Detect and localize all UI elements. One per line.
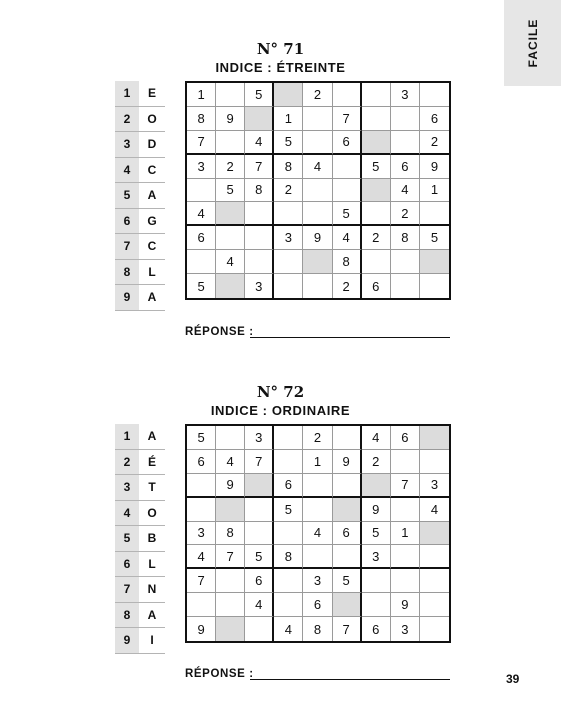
grid-cell: 4 — [391, 179, 420, 203]
grid-cell: 8 — [187, 107, 216, 131]
legend-letter: L — [148, 264, 156, 279]
grid-cell[interactable] — [245, 107, 274, 131]
grid-cell: 1 — [420, 179, 449, 203]
legend-letter: E — [147, 86, 156, 100]
grid-cell[interactable] — [420, 522, 449, 546]
grid-cell: 5 — [420, 226, 449, 250]
grid-cell: 4 — [245, 131, 274, 155]
legend-digit: 8 — [115, 603, 139, 628]
grid-cell: 7 — [245, 450, 274, 474]
grid-cell[interactable] — [274, 250, 303, 274]
grid-cell: 5 — [274, 131, 303, 155]
grid-cell: 6 — [333, 131, 362, 155]
grid-cell: 6 — [420, 107, 449, 131]
grid-cell[interactable] — [274, 522, 303, 546]
grid-cell: 7 — [391, 474, 420, 498]
grid-cell[interactable] — [245, 617, 274, 641]
grid-cell: 2 — [420, 131, 449, 155]
legend-row — [115, 475, 165, 501]
grid-cell[interactable] — [362, 593, 391, 617]
grid-cell: 2 — [303, 426, 332, 450]
grid-cell: 8 — [274, 545, 303, 569]
grid-cell[interactable] — [391, 450, 420, 474]
grid-cell[interactable] — [391, 498, 420, 522]
legend-letter: O — [147, 505, 157, 520]
grid-cell: 2 — [391, 202, 420, 226]
grid-cell: 5 — [274, 498, 303, 522]
grid-cell: 6 — [245, 569, 274, 593]
grid-cell[interactable] — [216, 202, 245, 226]
grid-cell[interactable] — [362, 474, 391, 498]
grid-cell[interactable] — [216, 226, 245, 250]
legend-letter: A — [147, 607, 157, 622]
grid-cell: 8 — [391, 226, 420, 250]
legend-digit: 2 — [115, 107, 139, 132]
grid-cell[interactable] — [362, 179, 391, 203]
grid-cell: 1 — [303, 450, 332, 474]
grid-cell[interactable] — [274, 426, 303, 450]
grid-cell: 5 — [362, 155, 391, 179]
grid-cell: 7 — [216, 545, 245, 569]
legend-letter: I — [150, 633, 154, 647]
grid-cell[interactable] — [333, 179, 362, 203]
grid-cell[interactable] — [303, 498, 332, 522]
grid-cell[interactable] — [216, 617, 245, 641]
grid-cell: 6 — [391, 426, 420, 450]
legend-letter: A — [147, 188, 157, 202]
grid-cell: 4 — [333, 226, 362, 250]
grid-cell: 6 — [187, 450, 216, 474]
legend-letter: A — [147, 429, 157, 443]
grid-cell[interactable] — [333, 474, 362, 498]
legend-letter: A — [147, 290, 157, 304]
grid-cell[interactable] — [420, 593, 449, 617]
grid-cell: 3 — [187, 155, 216, 179]
grid-cell: 3 — [303, 569, 332, 593]
grid-cell: 5 — [333, 569, 362, 593]
grid-cell[interactable] — [216, 83, 245, 107]
legend-row — [115, 260, 165, 286]
answer-field[interactable] — [185, 322, 450, 338]
grid-cell: 4 — [362, 426, 391, 450]
grid-cell: 3 — [274, 226, 303, 250]
grid-cell[interactable] — [333, 83, 362, 107]
grid-cell: 9 — [391, 593, 420, 617]
puzzle-number: N° 72 — [256, 383, 305, 401]
grid-cell[interactable] — [187, 179, 216, 203]
grid-cell[interactable] — [187, 250, 216, 274]
grid-cell: 2 — [303, 83, 332, 107]
grid-cell[interactable] — [362, 250, 391, 274]
grid-cell: 4 — [245, 593, 274, 617]
grid-cell: 9 — [216, 474, 245, 498]
legend-digit: 5 — [115, 183, 139, 208]
grid-cell: 7 — [333, 107, 362, 131]
grid-cell: 6 — [187, 226, 216, 250]
legend-digit: 7 — [115, 234, 139, 259]
grid-cell[interactable] — [303, 474, 332, 498]
grid-cell[interactable] — [391, 250, 420, 274]
grid-cell[interactable] — [420, 202, 449, 226]
legend-row — [115, 132, 165, 158]
grid-cell: 3 — [420, 474, 449, 498]
grid-cell[interactable] — [362, 83, 391, 107]
legend-row — [115, 209, 165, 235]
legend-row — [115, 526, 165, 552]
grid-cell: 9 — [420, 155, 449, 179]
legend-letter: B — [147, 531, 157, 545]
grid-cell[interactable] — [420, 617, 449, 641]
legend-row — [115, 158, 165, 184]
grid-cell: 6 — [333, 522, 362, 546]
grid-cell: 6 — [362, 274, 391, 298]
letter-legend — [115, 424, 165, 654]
grid-cell: 3 — [391, 617, 420, 641]
grid-cell: 4 — [274, 617, 303, 641]
grid-cell[interactable] — [274, 83, 303, 107]
grid-cell[interactable] — [420, 569, 449, 593]
grid-cell: 8 — [216, 522, 245, 546]
legend-row — [115, 285, 165, 311]
grid-cell: 5 — [245, 83, 274, 107]
grid-cell: 4 — [187, 202, 216, 226]
legend-row — [115, 81, 165, 107]
grid-cell: 8 — [274, 155, 303, 179]
legend-row — [115, 552, 165, 578]
grid-cell[interactable] — [303, 545, 332, 569]
grid-cell[interactable] — [274, 450, 303, 474]
grid-cell[interactable] — [420, 545, 449, 569]
grid-cell: 2 — [216, 155, 245, 179]
grid-cell: 8 — [245, 179, 274, 203]
grid-cell[interactable] — [333, 545, 362, 569]
puzzle-hint: INDICE : ÉTREINTE — [215, 60, 346, 75]
grid-cell: 2 — [362, 226, 391, 250]
grid-cell[interactable] — [216, 593, 245, 617]
legend-row — [115, 450, 165, 476]
grid-cell[interactable] — [274, 569, 303, 593]
grid-cell: 1 — [274, 107, 303, 131]
legend-row — [115, 628, 165, 654]
grid-cell[interactable] — [391, 569, 420, 593]
legend-digit: 7 — [115, 577, 139, 602]
legend-row — [115, 577, 165, 603]
grid-cell[interactable] — [216, 131, 245, 155]
grid-cell[interactable] — [274, 593, 303, 617]
legend-letter: C — [147, 239, 157, 253]
grid-cell[interactable] — [187, 498, 216, 522]
grid-cell: 9 — [303, 226, 332, 250]
grid-cell[interactable] — [216, 426, 245, 450]
legend-digit: 1 — [115, 424, 139, 449]
grid-cell: 4 — [303, 155, 332, 179]
grid-cell[interactable] — [333, 498, 362, 522]
grid-cell: 7 — [187, 131, 216, 155]
legend-row — [115, 424, 165, 450]
legend-digit: 4 — [115, 158, 139, 183]
letter-legend — [115, 81, 165, 311]
grid-cell: 3 — [391, 83, 420, 107]
grid-cell[interactable] — [187, 474, 216, 498]
legend-digit: 4 — [115, 501, 139, 526]
legend-letter: T — [148, 480, 156, 494]
grid-cell[interactable] — [245, 226, 274, 250]
grid-cell: 5 — [187, 274, 216, 298]
grid-cell[interactable] — [391, 274, 420, 298]
grid-cell: 5 — [187, 426, 216, 450]
answer-label: RÉPONSE : — [185, 668, 254, 680]
grid-cell: 8 — [333, 250, 362, 274]
grid-cell: 7 — [245, 155, 274, 179]
legend-row — [115, 107, 165, 133]
grid-cell[interactable] — [245, 474, 274, 498]
legend-letter: C — [147, 162, 157, 177]
grid-cell[interactable] — [362, 569, 391, 593]
grid-cell[interactable] — [245, 202, 274, 226]
grid-cell[interactable] — [333, 593, 362, 617]
legend-letter: É — [147, 454, 156, 469]
grid-cell[interactable] — [362, 131, 391, 155]
grid-cell[interactable] — [303, 131, 332, 155]
grid-cell: 3 — [245, 274, 274, 298]
legend-row — [115, 234, 165, 260]
grid-cell[interactable] — [303, 202, 332, 226]
grid-cell[interactable] — [391, 545, 420, 569]
grid-cell: 2 — [333, 274, 362, 298]
grid-cell: 4 — [187, 545, 216, 569]
grid-cell: 8 — [303, 617, 332, 641]
grid-cell[interactable] — [216, 498, 245, 522]
grid-cell[interactable] — [245, 250, 274, 274]
grid-cell[interactable] — [303, 250, 332, 274]
grid-cell: 9 — [216, 107, 245, 131]
legend-letter: O — [147, 111, 157, 126]
grid-cell: 5 — [333, 202, 362, 226]
grid-cell: 4 — [303, 522, 332, 546]
grid-cell: 5 — [245, 545, 274, 569]
legend-letter: N — [147, 582, 157, 596]
answer-field[interactable] — [185, 664, 450, 680]
sudoku-grid — [185, 424, 451, 643]
legend-row — [115, 603, 165, 629]
answer-line[interactable] — [250, 679, 450, 680]
grid-cell[interactable] — [333, 426, 362, 450]
grid-cell: 7 — [187, 569, 216, 593]
grid-cell[interactable] — [303, 107, 332, 131]
grid-cell[interactable] — [245, 498, 274, 522]
grid-cell[interactable] — [274, 274, 303, 298]
answer-line[interactable] — [250, 337, 450, 338]
legend-letter: D — [147, 137, 157, 151]
grid-cell: 1 — [187, 83, 216, 107]
difficulty-label: FACILE — [525, 18, 540, 68]
grid-cell[interactable] — [303, 274, 332, 298]
grid-cell: 4 — [216, 450, 245, 474]
legend-letter: L — [148, 556, 156, 571]
legend-letter: G — [147, 213, 157, 228]
legend-digit: 3 — [115, 132, 139, 157]
legend-digit: 9 — [115, 285, 139, 310]
legend-row — [115, 501, 165, 527]
grid-cell[interactable] — [420, 250, 449, 274]
grid-cell[interactable] — [303, 179, 332, 203]
page-number: 39 — [506, 672, 520, 686]
grid-cell[interactable] — [391, 131, 420, 155]
grid-cell: 4 — [420, 498, 449, 522]
grid-cell: 5 — [362, 522, 391, 546]
legend-digit: 6 — [115, 209, 139, 234]
grid-cell[interactable] — [187, 593, 216, 617]
legend-row — [115, 183, 165, 209]
grid-cell[interactable] — [420, 426, 449, 450]
answer-label: RÉPONSE : — [185, 326, 254, 338]
grid-cell: 9 — [362, 498, 391, 522]
legend-digit: 9 — [115, 628, 139, 653]
grid-cell[interactable] — [274, 202, 303, 226]
puzzle-number: N° 71 — [256, 40, 305, 58]
legend-digit: 2 — [115, 450, 139, 475]
sudoku-grid — [185, 81, 451, 300]
grid-cell: 5 — [216, 179, 245, 203]
grid-cell: 3 — [245, 426, 274, 450]
legend-digit: 5 — [115, 526, 139, 551]
grid-cell[interactable] — [420, 450, 449, 474]
grid-cell: 9 — [187, 617, 216, 641]
legend-digit: 8 — [115, 260, 139, 285]
grid-cell: 4 — [216, 250, 245, 274]
grid-cell: 9 — [333, 450, 362, 474]
legend-digit: 6 — [115, 552, 139, 577]
grid-cell[interactable] — [216, 274, 245, 298]
grid-cell: 2 — [274, 179, 303, 203]
grid-cell: 1 — [391, 522, 420, 546]
grid-cell: 6 — [391, 155, 420, 179]
grid-cell[interactable] — [391, 107, 420, 131]
legend-digit: 3 — [115, 475, 139, 500]
grid-cell[interactable] — [420, 83, 449, 107]
grid-cell[interactable] — [362, 202, 391, 226]
grid-cell[interactable] — [420, 274, 449, 298]
grid-cell: 7 — [333, 617, 362, 641]
puzzle-hint: INDICE : ORDINAIRE — [210, 403, 351, 418]
grid-cell[interactable] — [245, 522, 274, 546]
grid-cell[interactable] — [362, 107, 391, 131]
grid-cell[interactable] — [216, 569, 245, 593]
legend-digit: 1 — [115, 81, 139, 106]
grid-cell: 6 — [303, 593, 332, 617]
grid-cell: 2 — [362, 450, 391, 474]
grid-cell: 6 — [362, 617, 391, 641]
grid-cell[interactable] — [333, 155, 362, 179]
grid-cell: 3 — [187, 522, 216, 546]
grid-cell: 6 — [274, 474, 303, 498]
grid-cell: 3 — [362, 545, 391, 569]
